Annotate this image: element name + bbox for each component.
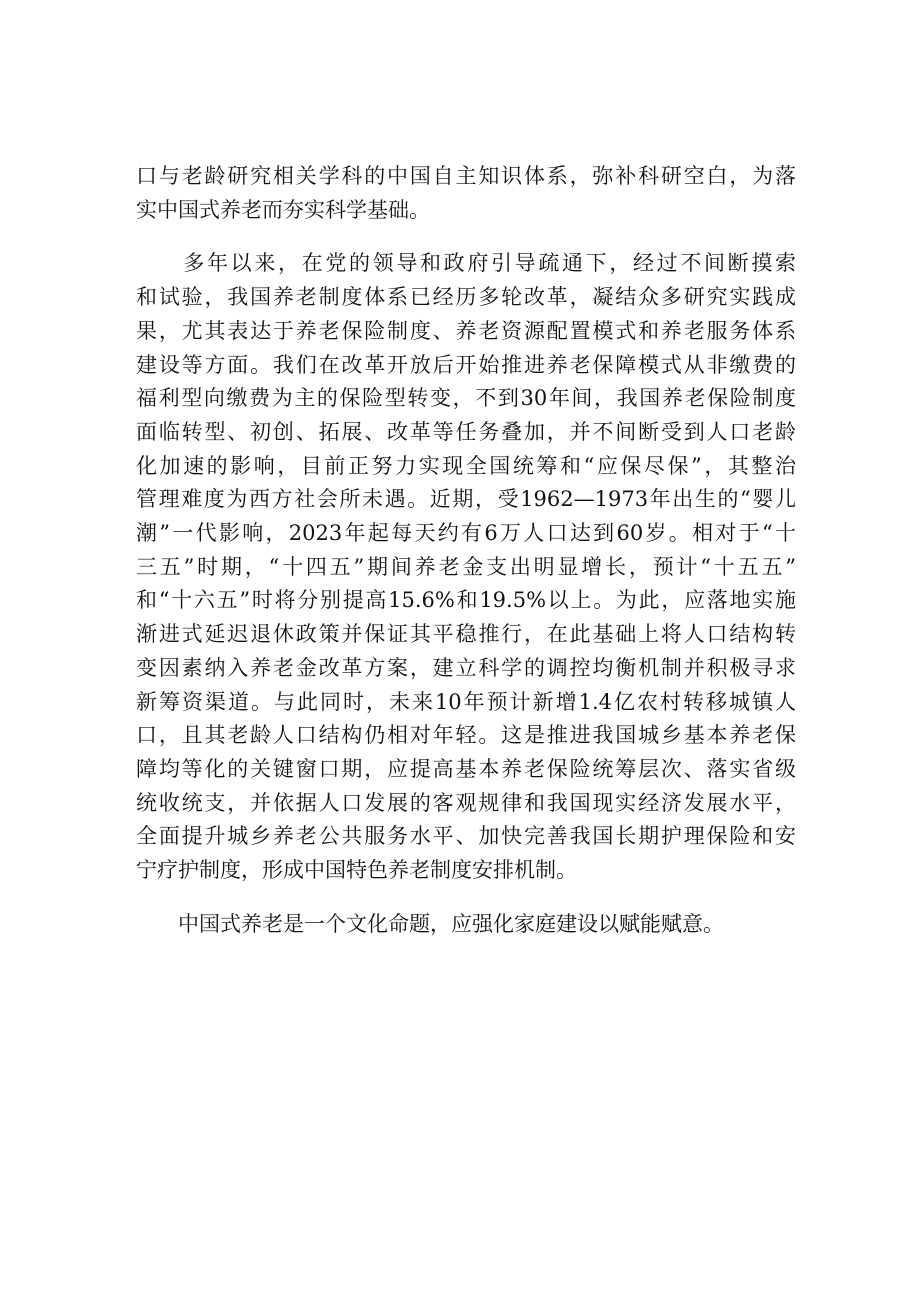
text-line: 多年以来，在党的领导和政府引导疏通下，经过不间断摸索 [136, 251, 796, 276]
text-line: 障均等化的关键窗口期，应提高基本养老保险统筹层次、落实省级 [136, 756, 796, 781]
body-text [136, 160, 796, 941]
text-line: 和“十六五”时将分别提高15.6%和19.5%以上。为此，应落地实施 [136, 588, 796, 613]
text-line: 中国式养老是一个文化命题，应强化家庭建设以赋能赋意。 [136, 911, 724, 936]
text-line: 果，尤其表达于养老保险制度、养老资源配置模式和养老服务体系 [136, 318, 796, 343]
text-line: 潮”一代影响，2023年起每天约有6万人口达到60岁。相对于“十 [136, 521, 796, 546]
text-line: 全面提升城乡养老公共服务水平、加快完善我国长期护理保险和安 [136, 824, 796, 849]
paragraph [136, 160, 796, 227]
text-line: 新筹资渠道。与此同时，未来10年预计新增1.4亿农村转移城镇人 [136, 689, 796, 714]
paragraph [136, 247, 796, 887]
text-line: 宁疗护制度，形成中国特色养老制度安排机制。 [136, 858, 577, 883]
text-line: 和试验，我国养老制度体系已经历多轮改革，凝结众多研究实践成 [136, 285, 796, 310]
text-line: 三五”时期，“十四五”期间养老金支出明显增长，预计“十五五” [136, 554, 796, 579]
text-line: 化加速的影响，目前正努力实现全国统筹和“应保尽保”，其整治 [136, 453, 796, 478]
text-line: 建设等方面。我们在改革开放后开始推进养老保障模式从非缴费的 [136, 352, 796, 377]
text-line: 统收统支，并依据人口发展的客观规律和我国现实经济发展水平， [136, 790, 796, 815]
text-line: 福利型向缴费为主的保险型转变，不到30年间，我国养老保险制度 [136, 386, 796, 411]
text-line: 实中国式养老而夯实科学基础。 [136, 197, 430, 222]
text-line: 变因素纳入养老金改革方案，建立科学的调控均衡机制并积极寻求 [136, 655, 796, 680]
text-line: 面临转型、初创、拓展、改革等任务叠加，并不间断受到人口老龄 [136, 419, 796, 444]
text-line: 口，且其老龄人口结构仍相对年轻。这是推进我国城乡基本养老保 [136, 723, 796, 748]
text-line: 渐进式延迟退休政策并保证其平稳推行，在此基础上将人口结构转 [136, 622, 796, 647]
paragraph [136, 908, 796, 942]
text-line: 管理难度为西方社会所未遇。近期，受1962—1973年出生的“婴儿 [136, 487, 796, 512]
text-line: 口与老龄研究相关学科的中国自主知识体系，弥补科研空白，为落 [136, 164, 796, 188]
